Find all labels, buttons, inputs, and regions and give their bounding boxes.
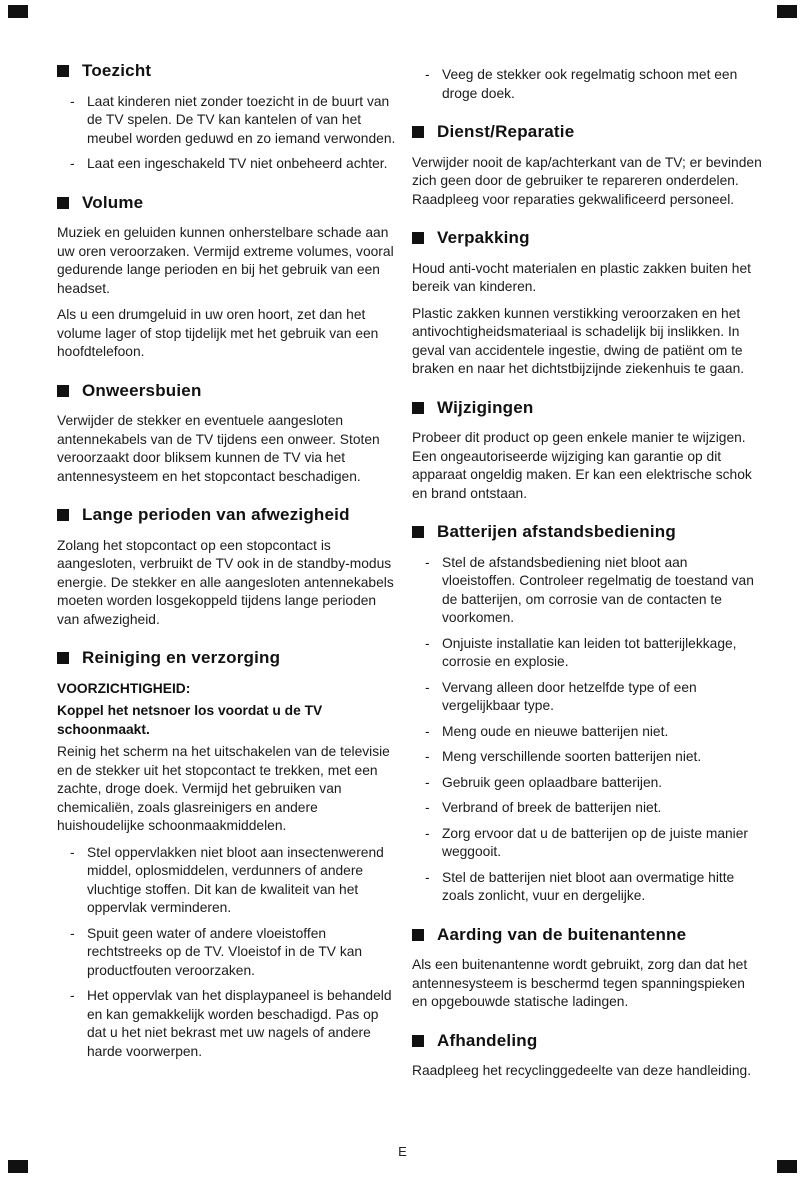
square-bullet-icon xyxy=(412,126,424,138)
section-heading xyxy=(57,194,397,213)
list-item xyxy=(412,635,764,672)
section-title: Toezicht xyxy=(82,61,152,80)
right-column xyxy=(412,62,764,1089)
list-item-text: Stel de afstandsbediening niet bloot aan vloeistoffen. Controleer regelmatig de toestand van de batterijen, om corrosie van de contacten te voorkomen. xyxy=(442,554,754,625)
list-item-text: Spuit geen water of andere vloeistoffen rechtstreeks op de TV. Vloeistof in de TV kan productfouten veroorzaken. xyxy=(87,925,363,978)
square-bullet-icon xyxy=(412,402,424,414)
list-item xyxy=(412,799,764,818)
list-item xyxy=(412,554,764,628)
section-title: Reiniging en verzorging xyxy=(82,648,281,667)
square-bullet-icon xyxy=(412,526,424,538)
list-item xyxy=(57,987,397,1061)
paragraph: Houd anti-vocht materialen en plastic zakken buiten het bereik van kinderen. xyxy=(412,260,751,294)
section-heading xyxy=(412,523,764,542)
paragraph: Verwijder nooit de kap/achterkant van de TV; er bevinden zich geen door de gebruiker te repareren onderdelen. Raadpleeg voor reparaties gekwalificeerd personeel. xyxy=(412,154,762,207)
left-column xyxy=(57,62,397,1068)
dash-bullet: - xyxy=(425,800,430,815)
paragraph-bold: VOORZICHTIGHEID: xyxy=(57,680,191,696)
section-heading xyxy=(57,506,397,525)
list-item-text: Meng oude en nieuwe batterijen niet. xyxy=(442,723,669,739)
section-title: Volume xyxy=(82,192,144,212)
list-item xyxy=(412,66,764,103)
list-item xyxy=(412,774,764,793)
list-item-text: Veeg de stekker ook regelmatig schoon met een droge doek. xyxy=(442,67,738,101)
square-bullet-icon xyxy=(412,929,424,941)
crop-mark-top-left xyxy=(8,5,28,18)
dash-bullet: - xyxy=(425,825,430,841)
square-bullet-icon xyxy=(57,652,69,664)
section-heading xyxy=(412,1032,764,1051)
section-title: Afhandeling xyxy=(437,1030,538,1050)
section-heading xyxy=(412,229,764,248)
paragraph: Reinig het scherm na het uitschakelen van de televisie en de stekker uit het stopcontact te trekken, met een zachte, droge doek. Vermijd het gebruiken van chemicaliën, zoals glasreinigers en andere huishoudelijke schoonmaakmiddelen. xyxy=(57,744,390,833)
list-item xyxy=(57,925,397,981)
dash-bullet: - xyxy=(70,93,75,109)
square-bullet-icon xyxy=(57,509,69,521)
list-item-text: Verbrand of breek de batterijen niet. xyxy=(442,800,662,815)
dash-bullet: - xyxy=(70,925,75,941)
list-item xyxy=(57,155,397,174)
section-title: Dienst/Reparatie xyxy=(437,122,575,141)
list-item-text: Laat een ingeschakeld TV niet onbeheerd achter. xyxy=(87,156,388,171)
dash-bullet: - xyxy=(70,988,75,1003)
dash-bullet: - xyxy=(425,723,430,739)
paragraph: Als een buitenantenne wordt gebruikt, zorg dan dat het antennesysteem is beschermd tegen spanningspieken en opgebouwde statische ladingen. xyxy=(412,957,748,1009)
dash-bullet: - xyxy=(425,679,430,695)
section-title: Aarding van de buitenantenne xyxy=(437,924,687,944)
list-item xyxy=(57,844,397,918)
section-title: Lange perioden van afwezigheid xyxy=(82,505,350,524)
paragraph-bold: Koppel het netsnoer los voordat u de TV schoonmaakt. xyxy=(57,703,323,737)
list-item-text: Vervang alleen door hetzelfde type of een vergelijkbaar type. xyxy=(442,679,697,713)
section-heading xyxy=(412,399,764,418)
square-bullet-icon xyxy=(412,1035,424,1047)
crop-mark-bottom-left xyxy=(8,1160,28,1173)
list-item-text: Laat kinderen niet zonder toezicht in de buurt van de TV spelen. De TV kan kantelen of van het meubel worden geduwd en zo iemand verwonden. xyxy=(87,93,396,146)
paragraph: Als u een drumgeluid in uw oren hoort, zet dan het volume lager of stop tijdelijk met het gebruik van een hoofdtelefoon. xyxy=(57,307,379,359)
paragraph: Zolang het stopcontact op een stopcontact is aangesloten, verbruikt de TV ook in de standby-modus energie. De stekker en alle aangesloten antennekabels moeten worden losgekoppeld tijdens lange perioden van afwezigheid. xyxy=(57,537,394,627)
dash-bullet: - xyxy=(425,749,430,764)
square-bullet-icon xyxy=(57,65,69,77)
section-heading xyxy=(412,926,764,945)
paragraph: Muziek en geluiden kunnen onherstelbare schade aan uw oren veroorzaken. Vermijd extreme volumes, vooral gedurende lange perioden en bij het gebruik van een headset. xyxy=(57,225,394,296)
list-item xyxy=(412,748,764,767)
square-bullet-icon xyxy=(57,197,69,209)
dash-bullet: - xyxy=(425,67,430,82)
dash-bullet: - xyxy=(425,554,430,570)
paragraph: Probeer dit product op geen enkele manier te wijzigen. Een ongeautoriseerde wijziging kan garantie op dit apparaat ongeldig maken. Er kan een elektrische schok en brand ontstaan. xyxy=(412,430,752,501)
section-heading xyxy=(57,382,397,401)
crop-mark-bottom-right xyxy=(777,1160,797,1173)
section-title: Wijzigingen xyxy=(437,397,534,417)
list-item-text: Gebruik geen oplaadbare batterijen. xyxy=(442,774,663,790)
list-item xyxy=(412,723,764,742)
section-title: Batterijen afstandsbediening xyxy=(437,522,676,541)
list-item xyxy=(412,869,764,906)
page-number: E xyxy=(398,1144,407,1159)
list-item xyxy=(412,679,764,716)
list-item-text: Stel oppervlakken niet bloot aan insectenwerend middel, oplosmiddelen, verdunners of andere vluchtige stoffen. Dit kan de kwaliteit van het oppervlak verminderen. xyxy=(87,844,384,915)
list-item xyxy=(57,93,397,149)
dash-bullet: - xyxy=(425,635,430,651)
section-heading xyxy=(412,123,764,142)
dash-bullet: - xyxy=(425,869,430,885)
list-item-text: Het oppervlak van het displaypaneel is behandeld en kan gemakkelijk worden beschadigd. Pas op dat u het niet bekrast met uw nagels of andere harde voorwerpen. xyxy=(87,988,392,1059)
list-item xyxy=(412,825,764,862)
list-item-text: Zorg ervoor dat u de batterijen op de juiste manier weggooit. xyxy=(442,825,749,859)
section-title: Verpakking xyxy=(437,228,530,247)
dash-bullet: - xyxy=(70,156,75,171)
section-heading xyxy=(57,649,397,668)
list-item-text: Meng verschillende soorten batterijen niet. xyxy=(442,749,702,764)
section-title: Onweersbuien xyxy=(82,380,202,400)
paragraph: Raadpleeg het recyclinggedeelte van deze handleiding. xyxy=(412,1063,752,1078)
paragraph: Plastic zakken kunnen verstikking veroorzaken en het antivochtigheidsmateriaal is schadelijk bij inslikken. In geval van accidentele ingestie, dwing de patiënt om te braken en naar het dichtstbijzijnde ziekenhuis te gaan. xyxy=(412,305,745,376)
crop-mark-top-right xyxy=(777,5,797,18)
dash-bullet: - xyxy=(425,774,430,790)
list-item-text: Onjuiste installatie kan leiden tot batterijlekkage, corrosie en explosie. xyxy=(442,635,737,669)
list-item-text: Stel de batterijen niet bloot aan overmatige hitte zoals zonlicht, vuur en dergelijke. xyxy=(442,869,735,903)
square-bullet-icon xyxy=(57,385,69,397)
square-bullet-icon xyxy=(412,232,424,244)
paragraph: Verwijder de stekker en eventuele aangesloten antennekabels van de TV tijdens een onweer. Stoten veroorzaakt door bliksem kunnen de TV via het antennesysteem en het stopcontact beschadigen. xyxy=(57,413,380,484)
section-heading xyxy=(57,62,397,81)
dash-bullet: - xyxy=(70,844,75,860)
